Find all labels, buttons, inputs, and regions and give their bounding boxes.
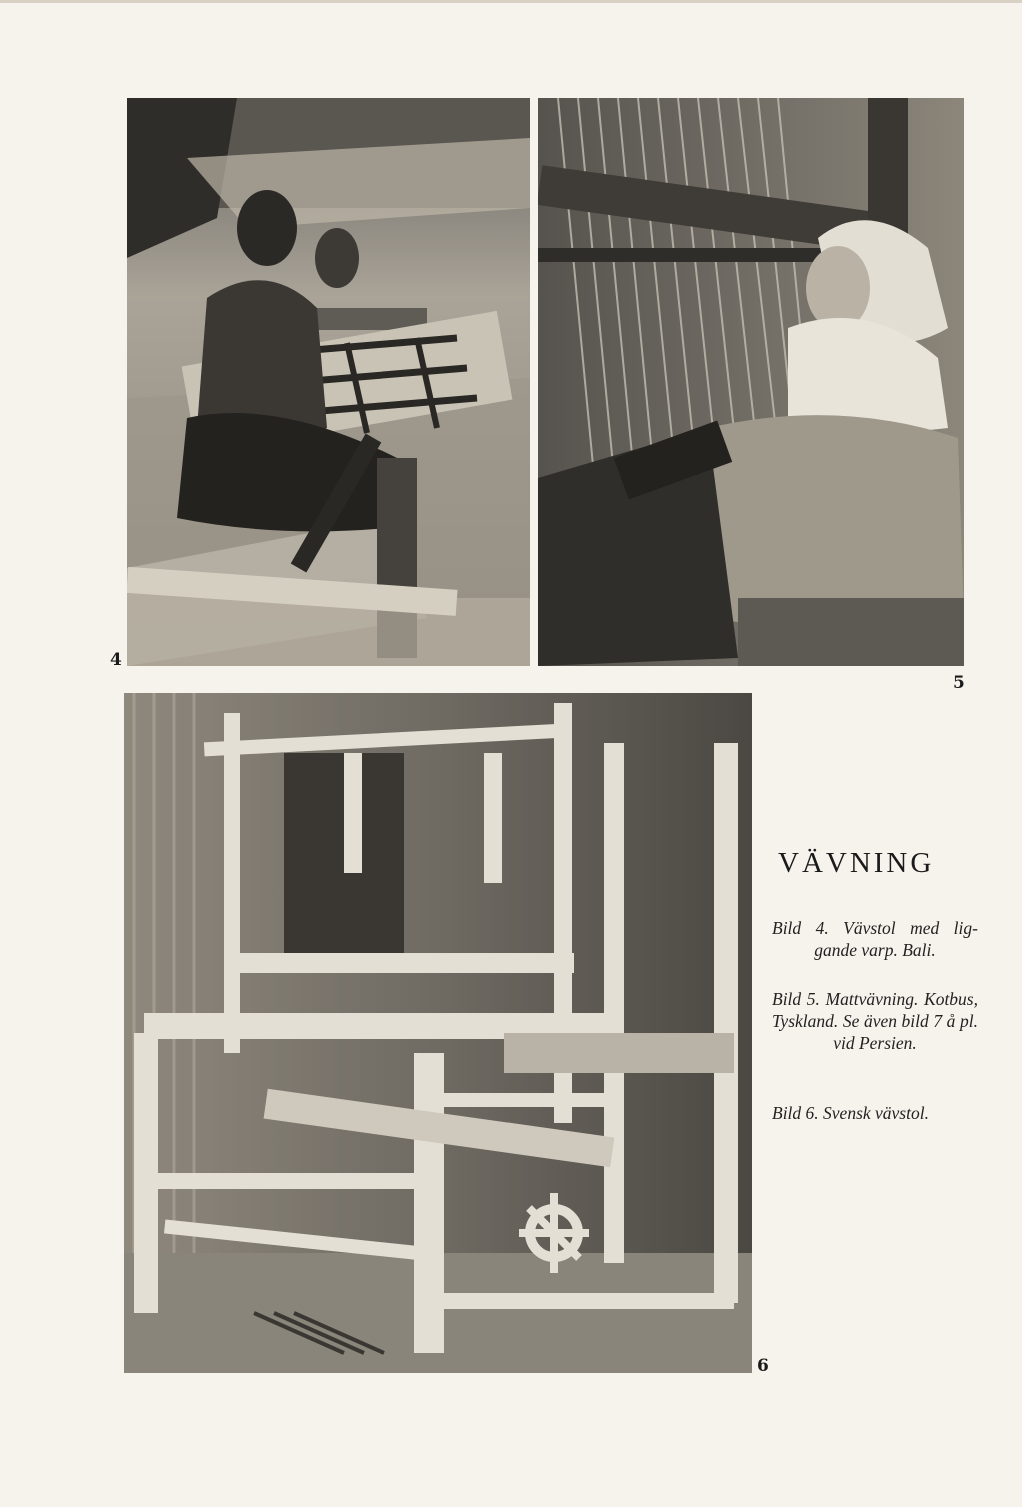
caption-bild-5: Bild 5. Mattvävning. Kotbus, Tyskland. Se även bild 7 å pl. vid Persien.	[772, 989, 978, 1053]
page-top-edge	[0, 0, 1022, 3]
photo-bali-loom	[127, 98, 530, 666]
caption-bild-6: Bild 6. Svensk vävstol.	[772, 1103, 929, 1123]
photo-rug-weaving	[538, 98, 964, 666]
page-heading: VÄVNING	[778, 847, 935, 879]
figure-number-6: 6	[757, 1356, 769, 1376]
figure-number-5: 5	[953, 673, 965, 693]
photo-swedish-loom	[124, 693, 752, 1373]
figure-number-4: 4	[110, 650, 122, 670]
caption-bild-4: Bild 4. Vävstol med lig- gande varp. Bali.	[772, 918, 978, 960]
